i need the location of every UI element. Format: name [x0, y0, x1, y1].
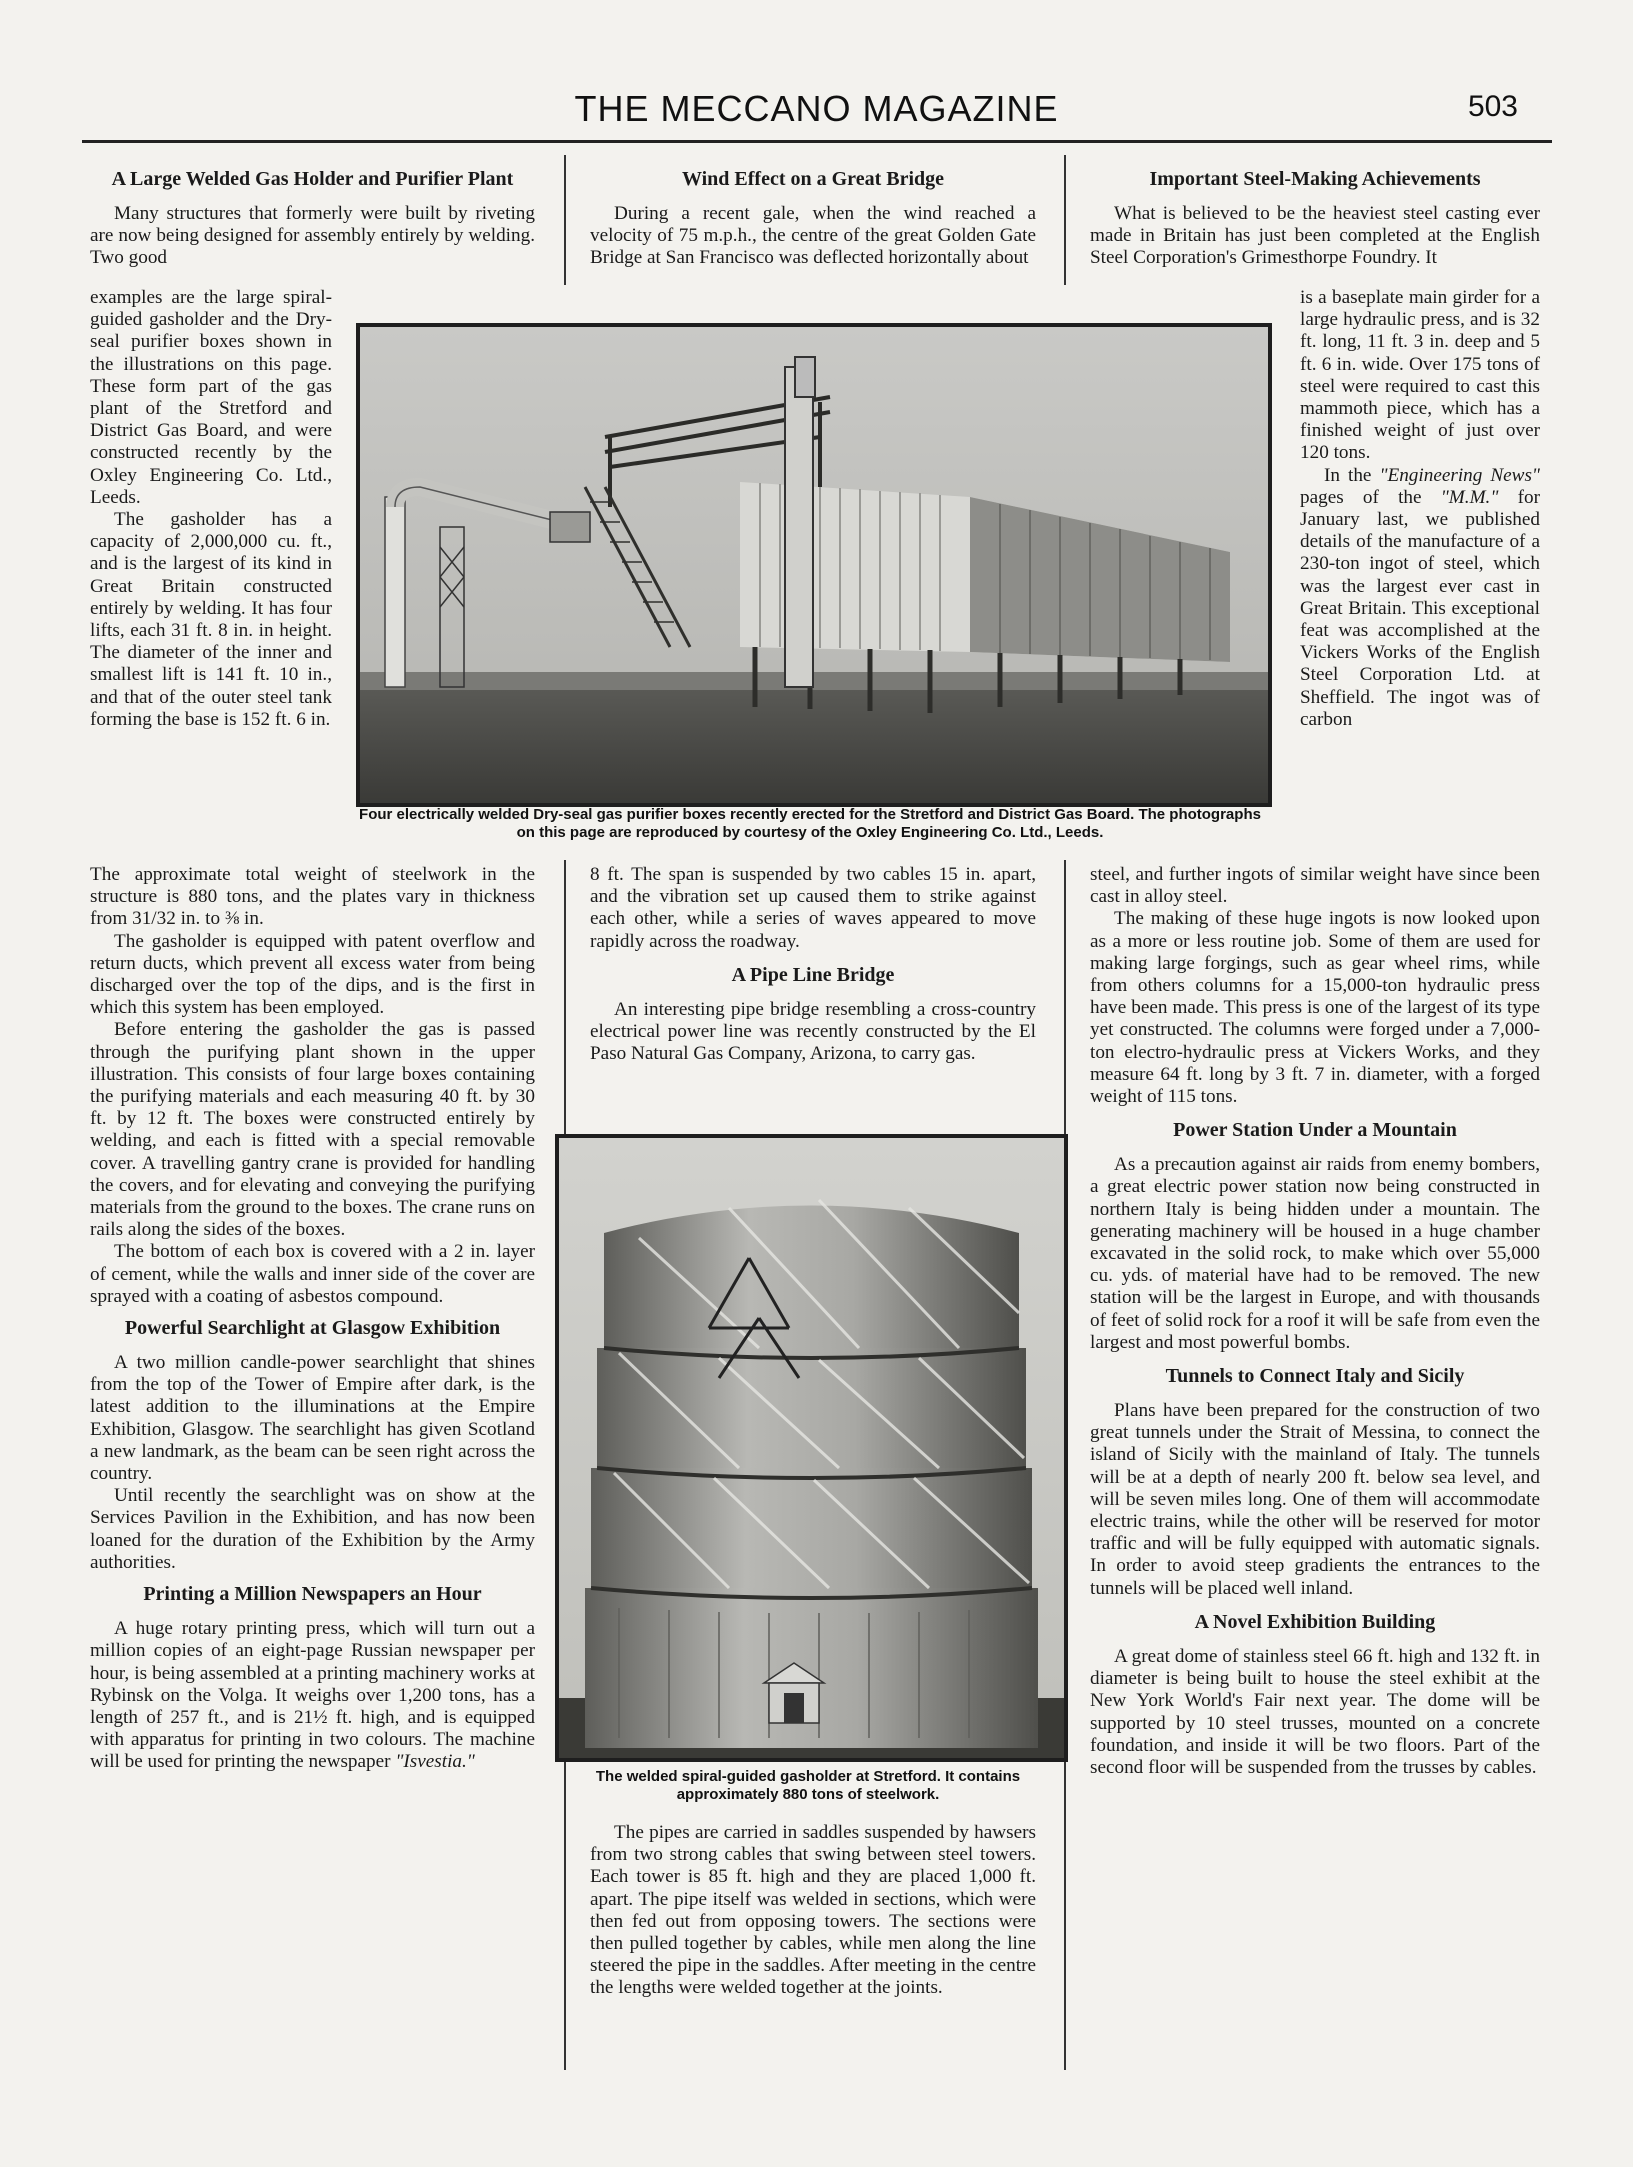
column-3-narrow: [1300, 287, 1540, 731]
paragraph: The gasholder is equipped with patent overflow and return ducts, which prevent all excess water from being discharged over the top of the dips, and is the first in which this system has been employed.: [90, 930, 535, 1019]
paragraph: A two million candle-power searchlight that shines from the top of the Tower of Empire after dark, is the latest addition to the illuminations at the Empire Exhibition, Glasgow. The searchlight has given Scotland a new landmark, as the beam can be seen right across the country.: [90, 1352, 535, 1485]
article-title-exhibition-building: A Novel Exhibition Building: [1194, 1610, 1436, 1633]
paragraph: What is believed to be the heaviest steel casting ever made in Britain has just been completed at the English Steel Corporation's Grimesthorpe Foundry. It: [1090, 203, 1540, 269]
header-rule: [82, 140, 1552, 143]
paragraph: The bottom of each box is covered with a 2 in. layer of cement, while the walls and inner side of the cover are sprayed with a coating of asbestos compound.: [90, 1241, 535, 1307]
column-1-top: [90, 163, 535, 270]
publication-name: "Engineering News": [1379, 464, 1540, 486]
article-title-pipe-line: A Pipe Line Bridge: [731, 963, 895, 986]
paragraph: [1300, 465, 1540, 731]
column-2-bottom: [590, 1822, 1036, 2000]
article-title-wind-effect: Wind Effect on a Great Bridge: [681, 168, 945, 190]
column-3-bottom: [1090, 864, 1540, 1779]
column-3-top: [1090, 163, 1540, 270]
masthead: [0, 88, 1633, 138]
article-title-power-station: Power Station Under a Mountain: [1173, 1119, 1457, 1142]
article-title-printing: Printing a Million Newspapers an Hour: [143, 1583, 482, 1606]
paragraph: Many structures that formerly were built by riveting are now being designed for assembly entirely by welding. Two good: [90, 203, 535, 269]
gasholder-photo: [555, 1134, 1068, 1762]
purifier-photo: [356, 323, 1272, 807]
gasholder-illustration: [559, 1138, 1064, 1758]
paragraph: is a baseplate main girder for a large hydraulic press, and is 32 ft. long, 11 ft. 3 in. deep and 5 ft. 6 in. wide. Over 175 tons of steel were required to cast this mammoth piece, which has a finished weight of just over 120 tons.: [1300, 287, 1540, 464]
paragraph: examples are the large spiral-guided gasholder and the Dry-seal purifier boxes shown in the illustrations on this page. These form part of the gas plant of the Stretford and District Gas Board, and were constructed recently by the Oxley Engineering Co. Ltd., Leeds.: [90, 287, 332, 508]
text-run: for January last, we published details of the manufacture of a 230-ton ingot of steel, which was the largest ever cast in Great Britain. This exceptional feat was accomplished at the Vickers Works of the English Steel Corporation Ltd. at Sheffield. The ingot was of carbon: [1300, 486, 1540, 730]
paragraph: Before entering the gasholder the gas is passed through the purifying plant shown in the upper illustration. This consists of four large boxes containing the purifying materials and each measuring 40 ft. by 30 ft. by 12 ft. The boxes were constructed entirely by welding, and each is fitted with a special removable cover. A travelling gantry crane is provided for handling the covers, and for elevating and conveying the purifying materials from the ground to the boxes. The crane runs on rails along the sides of the boxes.: [90, 1019, 535, 1241]
paragraph: A great dome of stainless steel 66 ft. high and 132 ft. in diameter is being built to house the steel exhibit at the New York World's Fair next year. The dome will be supported by 10 steel trusses, mounted on a concrete foundation, and inside it will be two floors. Part of the second floor will be suspended from the trusses by cables.: [1090, 1645, 1540, 1778]
paragraph: [90, 1618, 535, 1773]
paragraph: steel, and further ingots of similar weight have since been cast in alloy steel.: [1090, 864, 1540, 908]
purifier-photo-caption: Four electrically welded Dry-seal gas purifier boxes recently erected for the Stretford and District Gas Board. The photographs on this page are reproduced by courtesy of the Oxley Engineering Co. Ltd., Leeds.: [359, 806, 1261, 841]
newspaper-name: "Isvestia.": [395, 1751, 475, 1773]
paragraph: Plans have been prepared for the construction of two great tunnels under the Strait of Messina, to connect the island of Sicily with the mainland of Italy. The tunnels will be at a depth of nearly 200 ft. below sea level, and will be seven miles long. One of them will accommodate electric trains, while the other will be reserved for motor traffic and will be fully equipped with automatic signals. In order to avoid steep gradients the entrances to the tunnels will be placed well inland.: [1090, 1400, 1540, 1599]
paragraph: The pipes are carried in saddles suspended by hawsers from two strong cables that swing between steel towers. Each tower is 85 ft. high and they are placed 1,000 ft. apart. The pipe itself was welded in sections, which were then fed out from opposing towers. The sections were then pulled together by cables, while men along the line steered the pipe in the saddles. After meeting in the centre the lengths were welded together at the joints.: [590, 1822, 1036, 1999]
text-run: In the: [1324, 464, 1380, 486]
text-run: A huge rotary printing press, which will turn out a million copies of an eight-page Russian newspaper per hour, is being assembled at a printing machinery works at Rybinsk on the Volga. It weighs over 1,200 tons, has a length of 257 ft., and is 21½ ft. high, and is equipped with apparatus for printing in two colours. The machine will be used for printing the newspaper: [90, 1618, 535, 1773]
column-2-middle: [590, 864, 1036, 1065]
column-rule-left-top: [564, 155, 566, 285]
paragraph: An interesting pipe bridge resembling a cross-country electrical power line was recently constructed by the El Paso Natural Gas Company, Arizona, to carry gas.: [590, 998, 1036, 1065]
article-title-gas-holder: A Large Welded Gas Holder and Purifier Plant: [111, 168, 514, 190]
column-1-bottom: [90, 864, 535, 1774]
column-rule-right-top: [1064, 155, 1066, 285]
text-run: pages of the: [1300, 486, 1441, 508]
magazine-title: THE MECCANO MAGAZINE: [574, 88, 1059, 129]
column-2-top: [590, 163, 1036, 270]
article-title-steel-making: Important Steel-Making Achievements: [1149, 168, 1481, 190]
paragraph: As a precaution against air raids from enemy bombers, a great electric power station now being constructed in northern Italy is being hidden under a mountain. The generating machinery will be housed in a huge chamber excavated in the solid rock, to make which over 55,000 cu. yds. of material have had to be removed. The new station will be the largest in Europe, and with thousands of feet of solid rock for a roof it will be safe from even the largest and most powerful bombs.: [1090, 1154, 1540, 1353]
article-title-tunnels: Tunnels to Connect Italy and Sicily: [1165, 1365, 1465, 1388]
page-number: 503: [1467, 90, 1518, 123]
purifier-plant-illustration: [360, 327, 1268, 803]
paragraph: 8 ft. The span is suspended by two cables 15 in. apart, and the vibration set up caused them to strike against each other, while a series of waves appeared to move rapidly across the roadway.: [590, 864, 1036, 952]
paragraph: During a recent gale, when the wind reached a velocity of 75 m.p.h., the centre of the great Golden Gate Bridge at San Francisco was deflected horizontally about: [590, 203, 1036, 269]
paragraph: The making of these huge ingots is now looked upon as a more or less routine job. Some of them are used for making large forgings, such as gear wheel rims, while from others columns for a 15,000-ton hydraulic press have been made. This press is one of the largest of its type yet constructed. The columns were forged under a 7,000-ton electro-hydraulic press at Vickers Works, and they measure 64 ft. long by 3 ft. 7 in. diameter, with a forged weight of 115 tons.: [1090, 908, 1540, 1108]
gasholder-photo-caption: The welded spiral-guided gasholder at Stretford. It contains approximately 880 tons of steelwork.: [595, 1768, 1021, 1803]
paragraph: The gasholder has a capacity of 2,000,000 cu. ft., and is the largest of its kind in Great Britain constructed entirely by welding. It has four lifts, each 31 ft. 8 in. in height. The diameter of the inner and smallest lift is 141 ft. 10 in., and that of the outer steel tank forming the base is 152 ft. 6 in.: [90, 509, 332, 730]
paragraph: The approximate total weight of steelwork in the structure is 880 tons, and the plates vary in thickness from 31/32 in. to ⅜ in.: [90, 864, 535, 930]
article-title-searchlight: Powerful Searchlight at Glasgow Exhibition: [124, 1317, 501, 1340]
paragraph: Until recently the searchlight was on show at the Services Pavilion in the Exhibition, and has now been loaned for the duration of the Exhibition by the Army authorities.: [90, 1485, 535, 1573]
publication-name: "M.M.": [1440, 486, 1499, 508]
column-1-narrow: [90, 287, 332, 731]
